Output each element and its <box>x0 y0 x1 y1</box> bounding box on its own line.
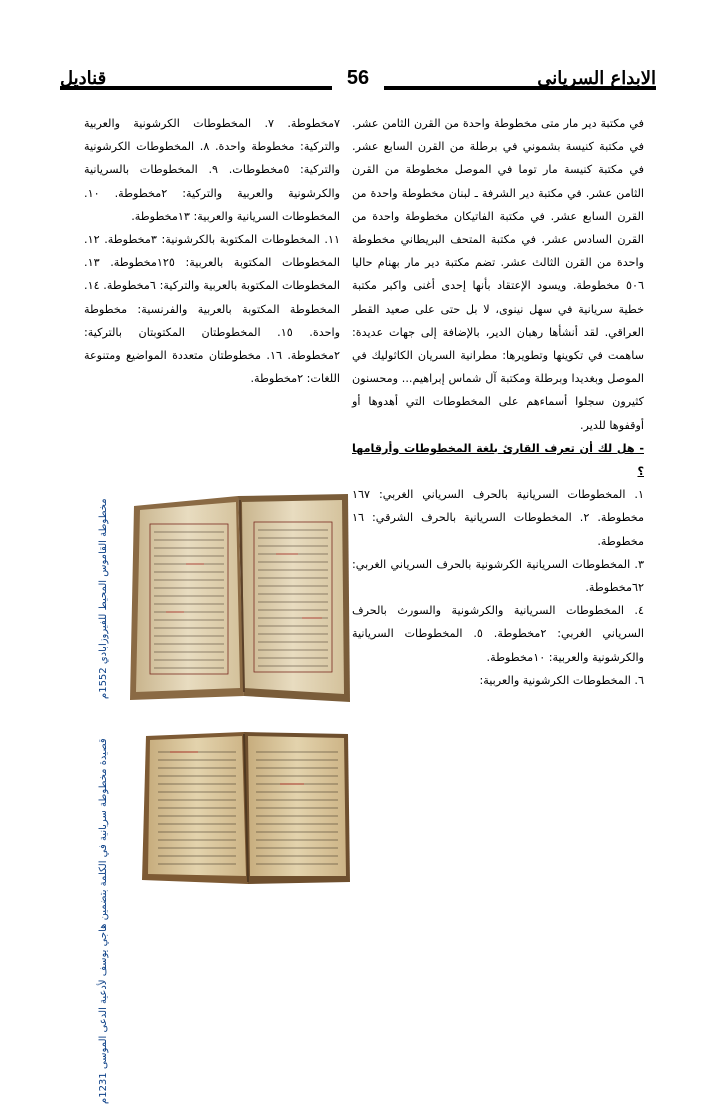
page-number: 56 <box>332 62 384 94</box>
manuscript-photo-2 <box>140 730 352 886</box>
right-paragraph: في مكتبة دير مار متى مخطوطة واحدة من القرن الثامن عشر. في مكتبة كنيسة بشموني في برطلة من القرن السابع عشر. في مكتبة كنيسة مار توما في الموصل مخطوطة من القرن الثامن عشر. في مكتبة دير الشرفة ـ لبنان مخطوطة واحدة من القرن السابع عشر. في مكتبة الفاتيكان مخطوطة واحدة من القرن السادس عشر. في مكتبة المتحف البريطاني مخطوطة واحدة من القرن الثالث عشر. تضم مكتبة دير مار بهنام حاليا ٥٠٦ مخطوطة. ويسود الإعتقاد بأنها إحدى أغنى واكبر مكتبة خطية سريانية في سهل نينوى، لا بل حتى على صعيد القطر العراقي. لقد أنشأها رهبان الدير، بالإضافة إلى جهات عديدة: ساهمت في تكوينها وتطويرها: مطرانية السريان الكاثوليك في الموصل وبغديدا وبرطلة ومكتبة آل شماس إبراهيم... ومحسنون كثيرون سجلوا أسماءهم على المخطوطات التي أهدوها أو أوقفوها للدير. <box>352 117 644 432</box>
section-title: قناديل <box>60 68 107 89</box>
list-item: ٧مخطوطة. ٧. المخطوطات الكرشونية والعربية والتركية: مخطوطة واحدة. ٨. المخطوطات الكرشونية والتركية: ٥مخطوطات. ٩. المخطوطات بالسريانية والكرشونية والعربية والتركية: ٢مخطوطة. ١٠. المخطوطات السريانية والعربية: ١٣مخطوطة. <box>84 117 341 223</box>
manuscript-photo-1 <box>126 488 352 708</box>
photo-caption-1: مخطوطة القاموس المحيط للفيروزابادي 1552م <box>98 498 109 699</box>
page-header <box>60 62 656 96</box>
list-item: ٦. المخطوطات الكرشونية والعربية: <box>479 673 644 687</box>
magazine-title: الابداع السرياني <box>537 68 656 89</box>
question-heading: - هل لك أن تعرف القارئ بلغة المخطوطات وأرقامها ؟ <box>352 441 644 479</box>
right-column <box>352 112 644 692</box>
left-column <box>84 112 340 390</box>
photo-caption-2: قصيدة مخطوطة سريانية في الكلمة بتضمين هاجي يوسف لأدعية الدعى الموسى 1231م <box>98 738 109 1104</box>
list-item: ١. المخطوطات السريانية بالحرف السرياني الغربي: ١٦٧ مخطوطة. ٢. المخطوطات السريانية بالحرف الشرقي: ١٦ مخطوطة. <box>352 488 644 548</box>
list-item: ٤. المخطوطات السريانية والكرشونية والسورث بالحرف السرياني الغربي: ٢مخطوطة. ٥. المخطوطات السريانية والكرشونية والعربية: ١٠مخطوطة. <box>352 604 645 664</box>
list-item: ١١. المخطوطات المكتوبة بالكرشونية: ٣مخطوطة. ١٢. المخطوطات المكتوبة بالعربية: ١٢٥مخطوطة. ١٣. المخطوطات المكتوبة بالعربية والتركية: ٦مخطوطة. ١٤. المخطوطة المكتوبة بالعربية والفرنسية: مخطوطة واحدة. ١٥. المخطوطتان المكتوبتان بالتركية: ٢مخطوطة. ١٦. مخطوطتان متعددة المواضيع ومتنوعة اللغات: ٢مخطوطة. <box>84 233 341 386</box>
list-item: ٣. المخطوطات السريانية الكرشونية بالحرف السرياني الغربي: ٦٢مخطوطة. <box>352 557 644 595</box>
